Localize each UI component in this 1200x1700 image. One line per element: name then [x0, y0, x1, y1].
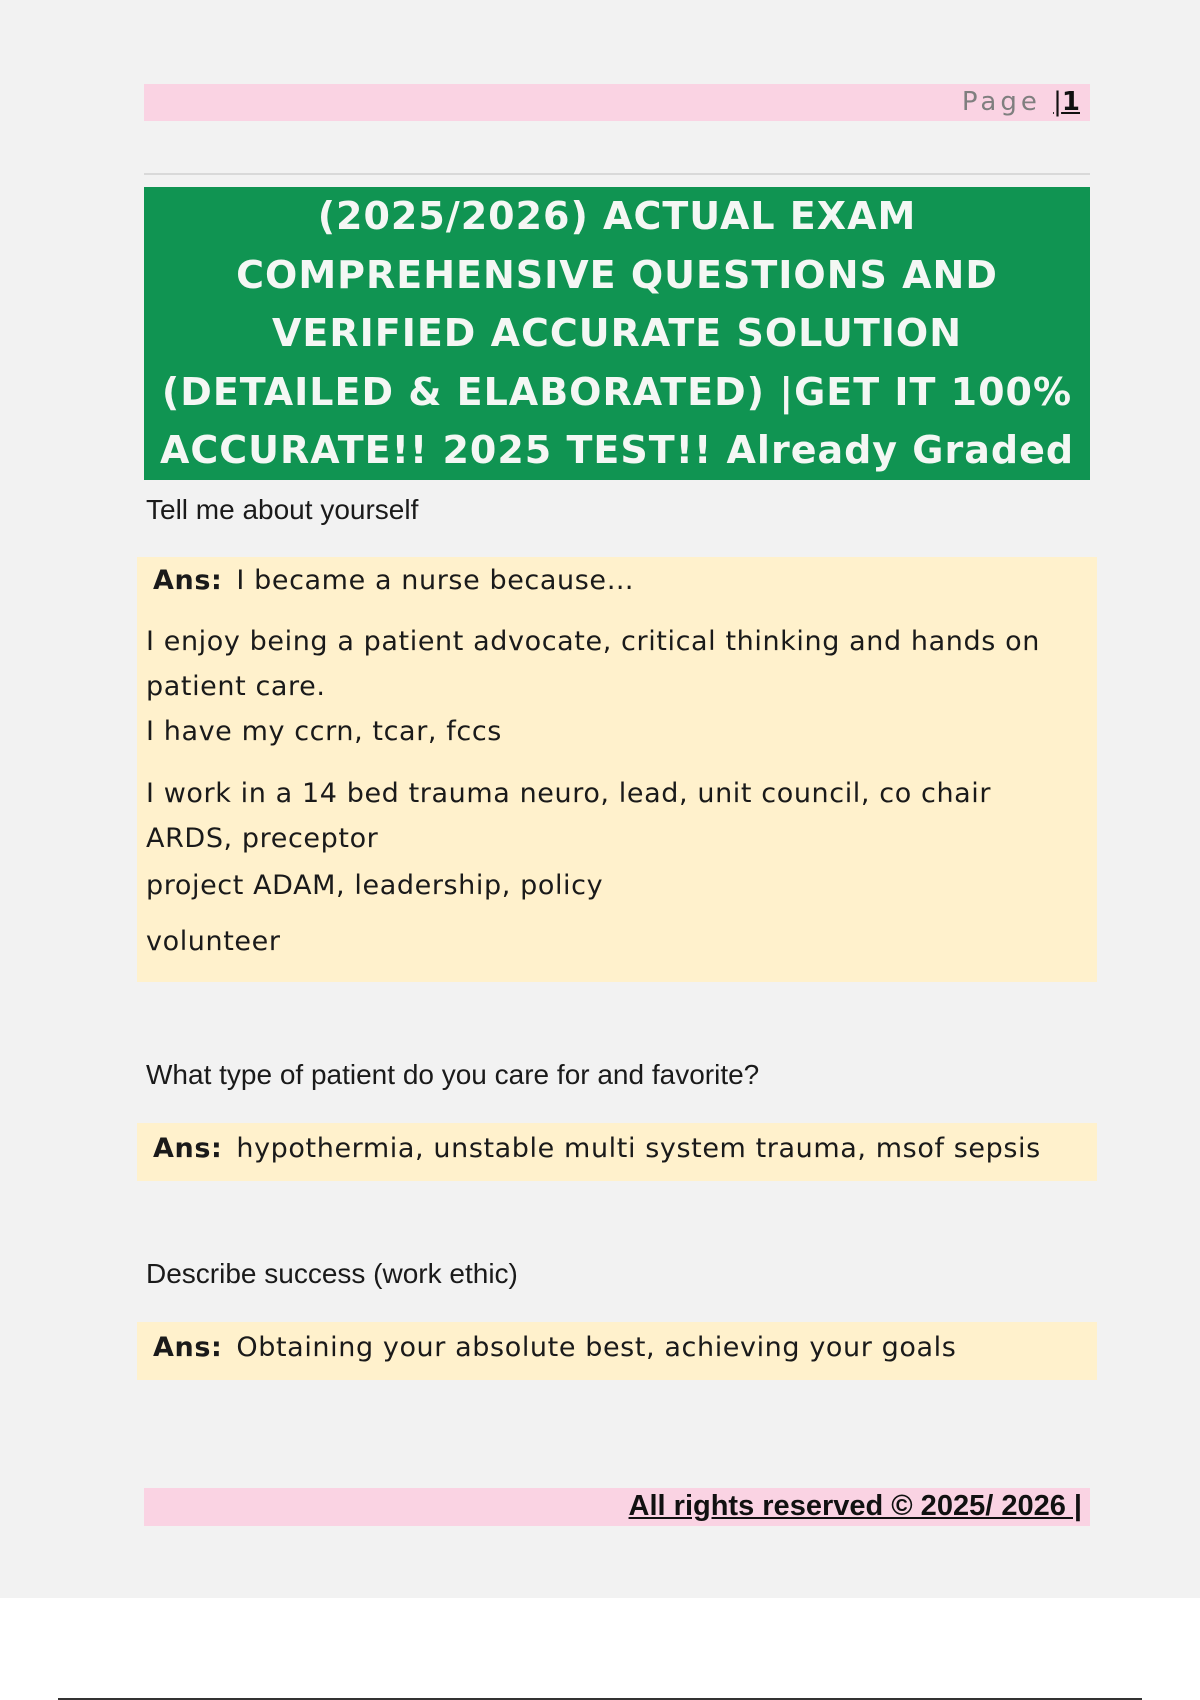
title-line: VERIFIED ACCURATE SOLUTION: [271, 311, 963, 356]
title-line: COMPREHENSIVE QUESTIONS AND: [236, 252, 998, 297]
document-title: [144, 187, 1090, 480]
page-footer: [144, 1488, 1090, 1526]
answer-2: [137, 1123, 1097, 1181]
ans-label: Ans:: [153, 1133, 223, 1164]
copyright-text: All rights reserved © 2025/ 2026 |: [628, 1490, 1082, 1522]
answer-1-line: I enjoy being a patient advocate, critical thinking and hands on patient care.: [146, 626, 1040, 702]
ans-label: Ans:: [153, 1332, 223, 1363]
answer-3: [137, 1322, 1097, 1380]
page-label: Page: [961, 87, 1041, 117]
page-separator: |: [1053, 87, 1062, 117]
answer-2-head: [137, 1133, 1041, 1164]
question-3: Describe success (work ethic): [146, 1258, 518, 1289]
answer-2-text: hypothermia, unstable multi system trauma, msof sepsis: [236, 1133, 1041, 1164]
question-2: What type of patient do you care for and favorite?: [146, 1059, 760, 1090]
title-line: (DETAILED & ELABORATED) |GET IT 100%: [161, 369, 1073, 414]
answer-1: [137, 557, 1097, 982]
question-1: Tell me about yourself: [146, 494, 419, 525]
ans-label: Ans:: [153, 565, 223, 596]
title-line: (2025/2026) ACTUAL EXAM: [317, 194, 917, 239]
page-number-value: 1: [1061, 87, 1080, 117]
answer-1-first-line: I became a nurse because…: [236, 565, 635, 596]
answer-1-line: volunteer: [146, 926, 281, 957]
answer-3-text: Obtaining your absolute best, achieving your goals: [236, 1332, 957, 1363]
header-rule: [144, 173, 1090, 175]
page-header: [144, 84, 1090, 121]
answer-1-line: project ADAM, leadership, policy: [146, 870, 604, 901]
page-number: [962, 87, 1080, 117]
title-line: ACCURATE!! 2025 TEST!! Already Graded: [159, 428, 1075, 473]
answer-1-line: I work in a 14 bed trauma neuro, lead, unit council, co chair ARDS, preceptor: [146, 778, 992, 854]
answer-3-head: [137, 1332, 956, 1363]
answer-1-head: [137, 565, 634, 596]
answer-1-line: I have my ccrn, tcar, fccs: [146, 716, 502, 747]
